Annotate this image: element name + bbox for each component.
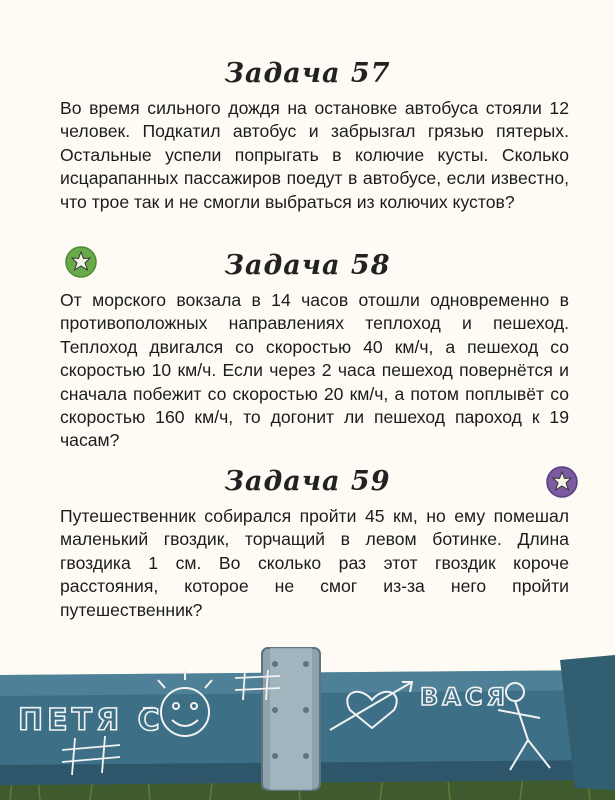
task-58-title: Задача 58 [224,250,391,281]
graffiti-left-text: ПЕТЯ С [18,703,164,738]
graffiti-right-text: ВАСЯ [420,683,509,711]
task-58-text: От морского вокзала в 14 часов отошли одновременно в противоположных направлениях теплоход и пешеход. Теплоход двигался со скоростью 40 км/ч, а пешеход со скоростью 10 км/ч. Если через 2 часа пешеход повернётся и сначала побежит со скоростью 20 км/ч, а потом поплывёт со скоростью 160 км/ч, то догонит ли пешеход пароход к 19 часам? [60,290,569,451]
task-57-title: Задача 57 [224,58,391,89]
task-59-text: Путешественник собирался пройти 45 км, но ему помешал маленький гвоздик, торчащий в левом ботинке. Длина гвоздика 1 см. Во сколько раз этот гвоздик короче расстояния, которое не смог из-за него пройти путешественник? [60,506,569,620]
pipe-graffiti-illustration [0,630,615,800]
task-59-title: Задача 59 [224,466,391,497]
task-57-text: Во время сильного дождя на остановке автобуса стояли 12 человек. Подкатил автобус и забрызгал грязью пятерых. Остальные успели попрыгать в колючие кусты. Сколько исцарапанных пассажиров поедут в автобусе, если известно, что трое так и не смогли выбраться из колючих кустов? [60,98,569,212]
